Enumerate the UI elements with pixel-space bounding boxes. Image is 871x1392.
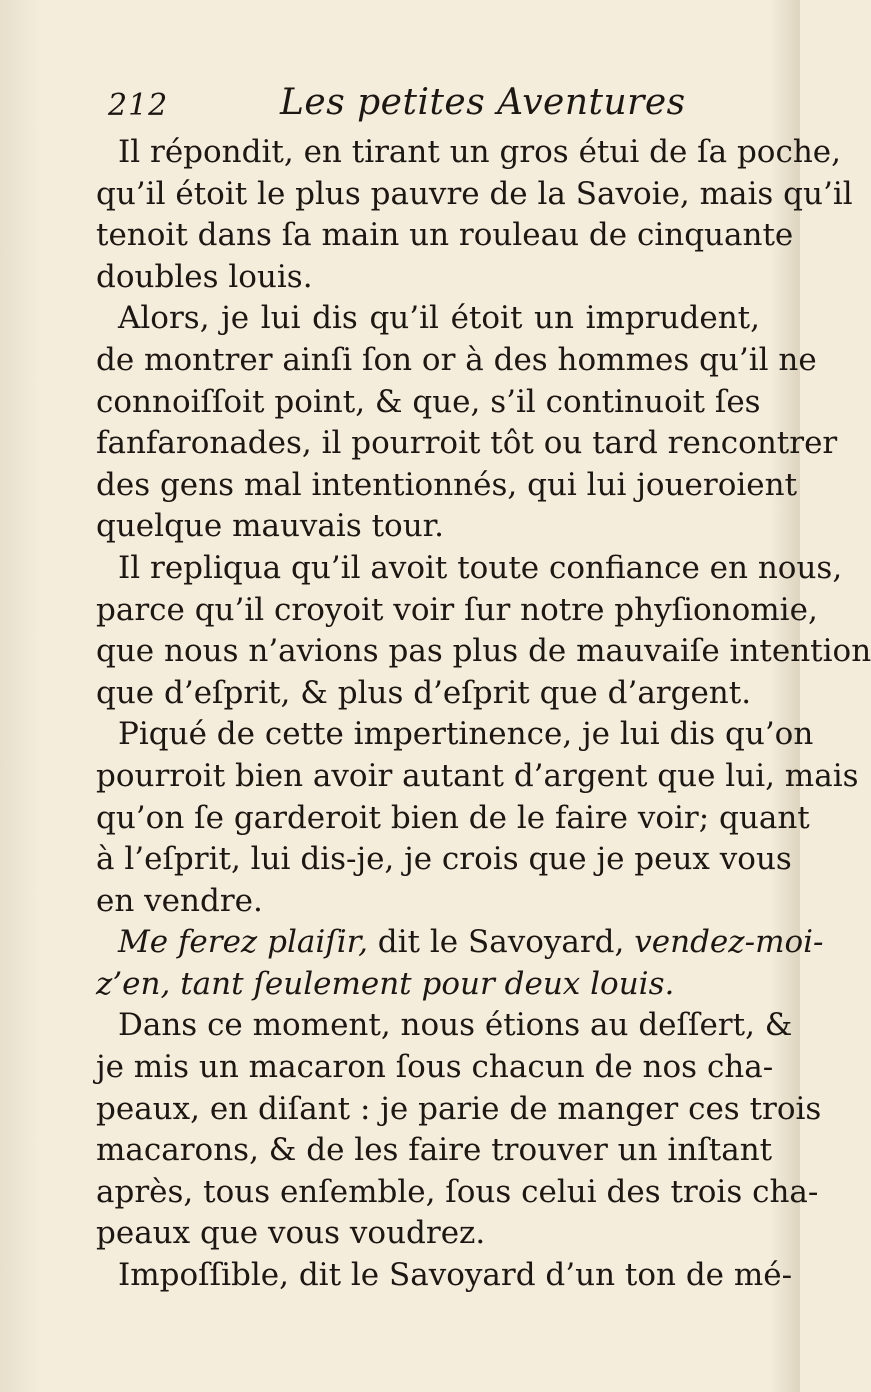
text-line: que d’eſprit, & plus d’eſprit que d’argent.	[96, 674, 752, 711]
running-title: Les petites Aventures	[280, 82, 686, 123]
text-line: Il repliqua qu’il avoit toute confiance en nous,	[118, 549, 843, 586]
text-line: que nous n’avions pas plus de mauvaiſe intention	[96, 633, 871, 670]
text-line: à l’eſprit, lui dis-je, je crois que je peux vous	[96, 841, 792, 878]
dialogue-speech: vendez-moi-	[634, 924, 824, 961]
text-line: Alors, je lui dis qu’il étoit un imprudent,	[118, 300, 760, 337]
text-line: tenoit dans ſa main un rouleau de cinquante	[96, 217, 794, 254]
text-line: fanfaronades, il pourroit tôt ou tard rencontrer	[96, 425, 838, 462]
text-line: des gens mal intentionnés, qui lui joueroient	[96, 466, 798, 503]
text-line: Dans ce moment, nous étions au deſſert, &	[118, 1007, 793, 1044]
text-line: peaux, en diſant : je parie de manger ces trois	[96, 1090, 822, 1127]
text-line: de montrer ainſi ſon or à des hommes qu’il ne	[96, 341, 817, 378]
text-line: après, tous enſemble, ſous celui des trois cha-	[96, 1173, 819, 1210]
page-number: 212	[108, 88, 169, 123]
page-header	[108, 82, 748, 128]
text-line: Il répondit, en tirant un gros étui de ſa poche,	[118, 134, 841, 170]
text-line: je mis un macaron ſous chacun de nos cha-	[96, 1049, 774, 1086]
text-line: connoiſſoit point, & que, s’il continuoit ſes	[96, 383, 761, 420]
text-line: Impoſſible, dit le Savoyard d’un ton de mé-	[118, 1257, 793, 1294]
dialogue-line: z’en, tant ſeulement pour deux louis.	[96, 965, 675, 1002]
text-line: quelque mauvais tour.	[96, 508, 444, 545]
text-line: qu’on ſe garderoit bien de le faire voir; quant	[96, 799, 810, 836]
text-line: doubles louis.	[96, 258, 313, 295]
text-line: parce qu’il croyoit voir ſur notre phyſionomie,	[96, 591, 818, 628]
text-line: en vendre.	[96, 882, 263, 919]
dialogue-speech: Me ferez plaiſir,	[118, 924, 368, 961]
text-line: macarons, & de les faire trouver un inſtant	[96, 1132, 773, 1169]
dialogue-line	[96, 922, 824, 964]
body-text	[96, 132, 871, 1297]
dialogue-attribution: dit le Savoyard,	[367, 924, 635, 961]
text-line: Piqué de cette impertinence, je lui dis qu’on	[118, 716, 814, 753]
text-line: pourroit bien avoir autant d’argent que lui, mais	[96, 757, 859, 794]
text-line: qu’il étoit le plus pauvre de la Savoie, mais qu’il	[96, 175, 853, 212]
text-line: peaux que vous voudrez.	[96, 1215, 486, 1252]
